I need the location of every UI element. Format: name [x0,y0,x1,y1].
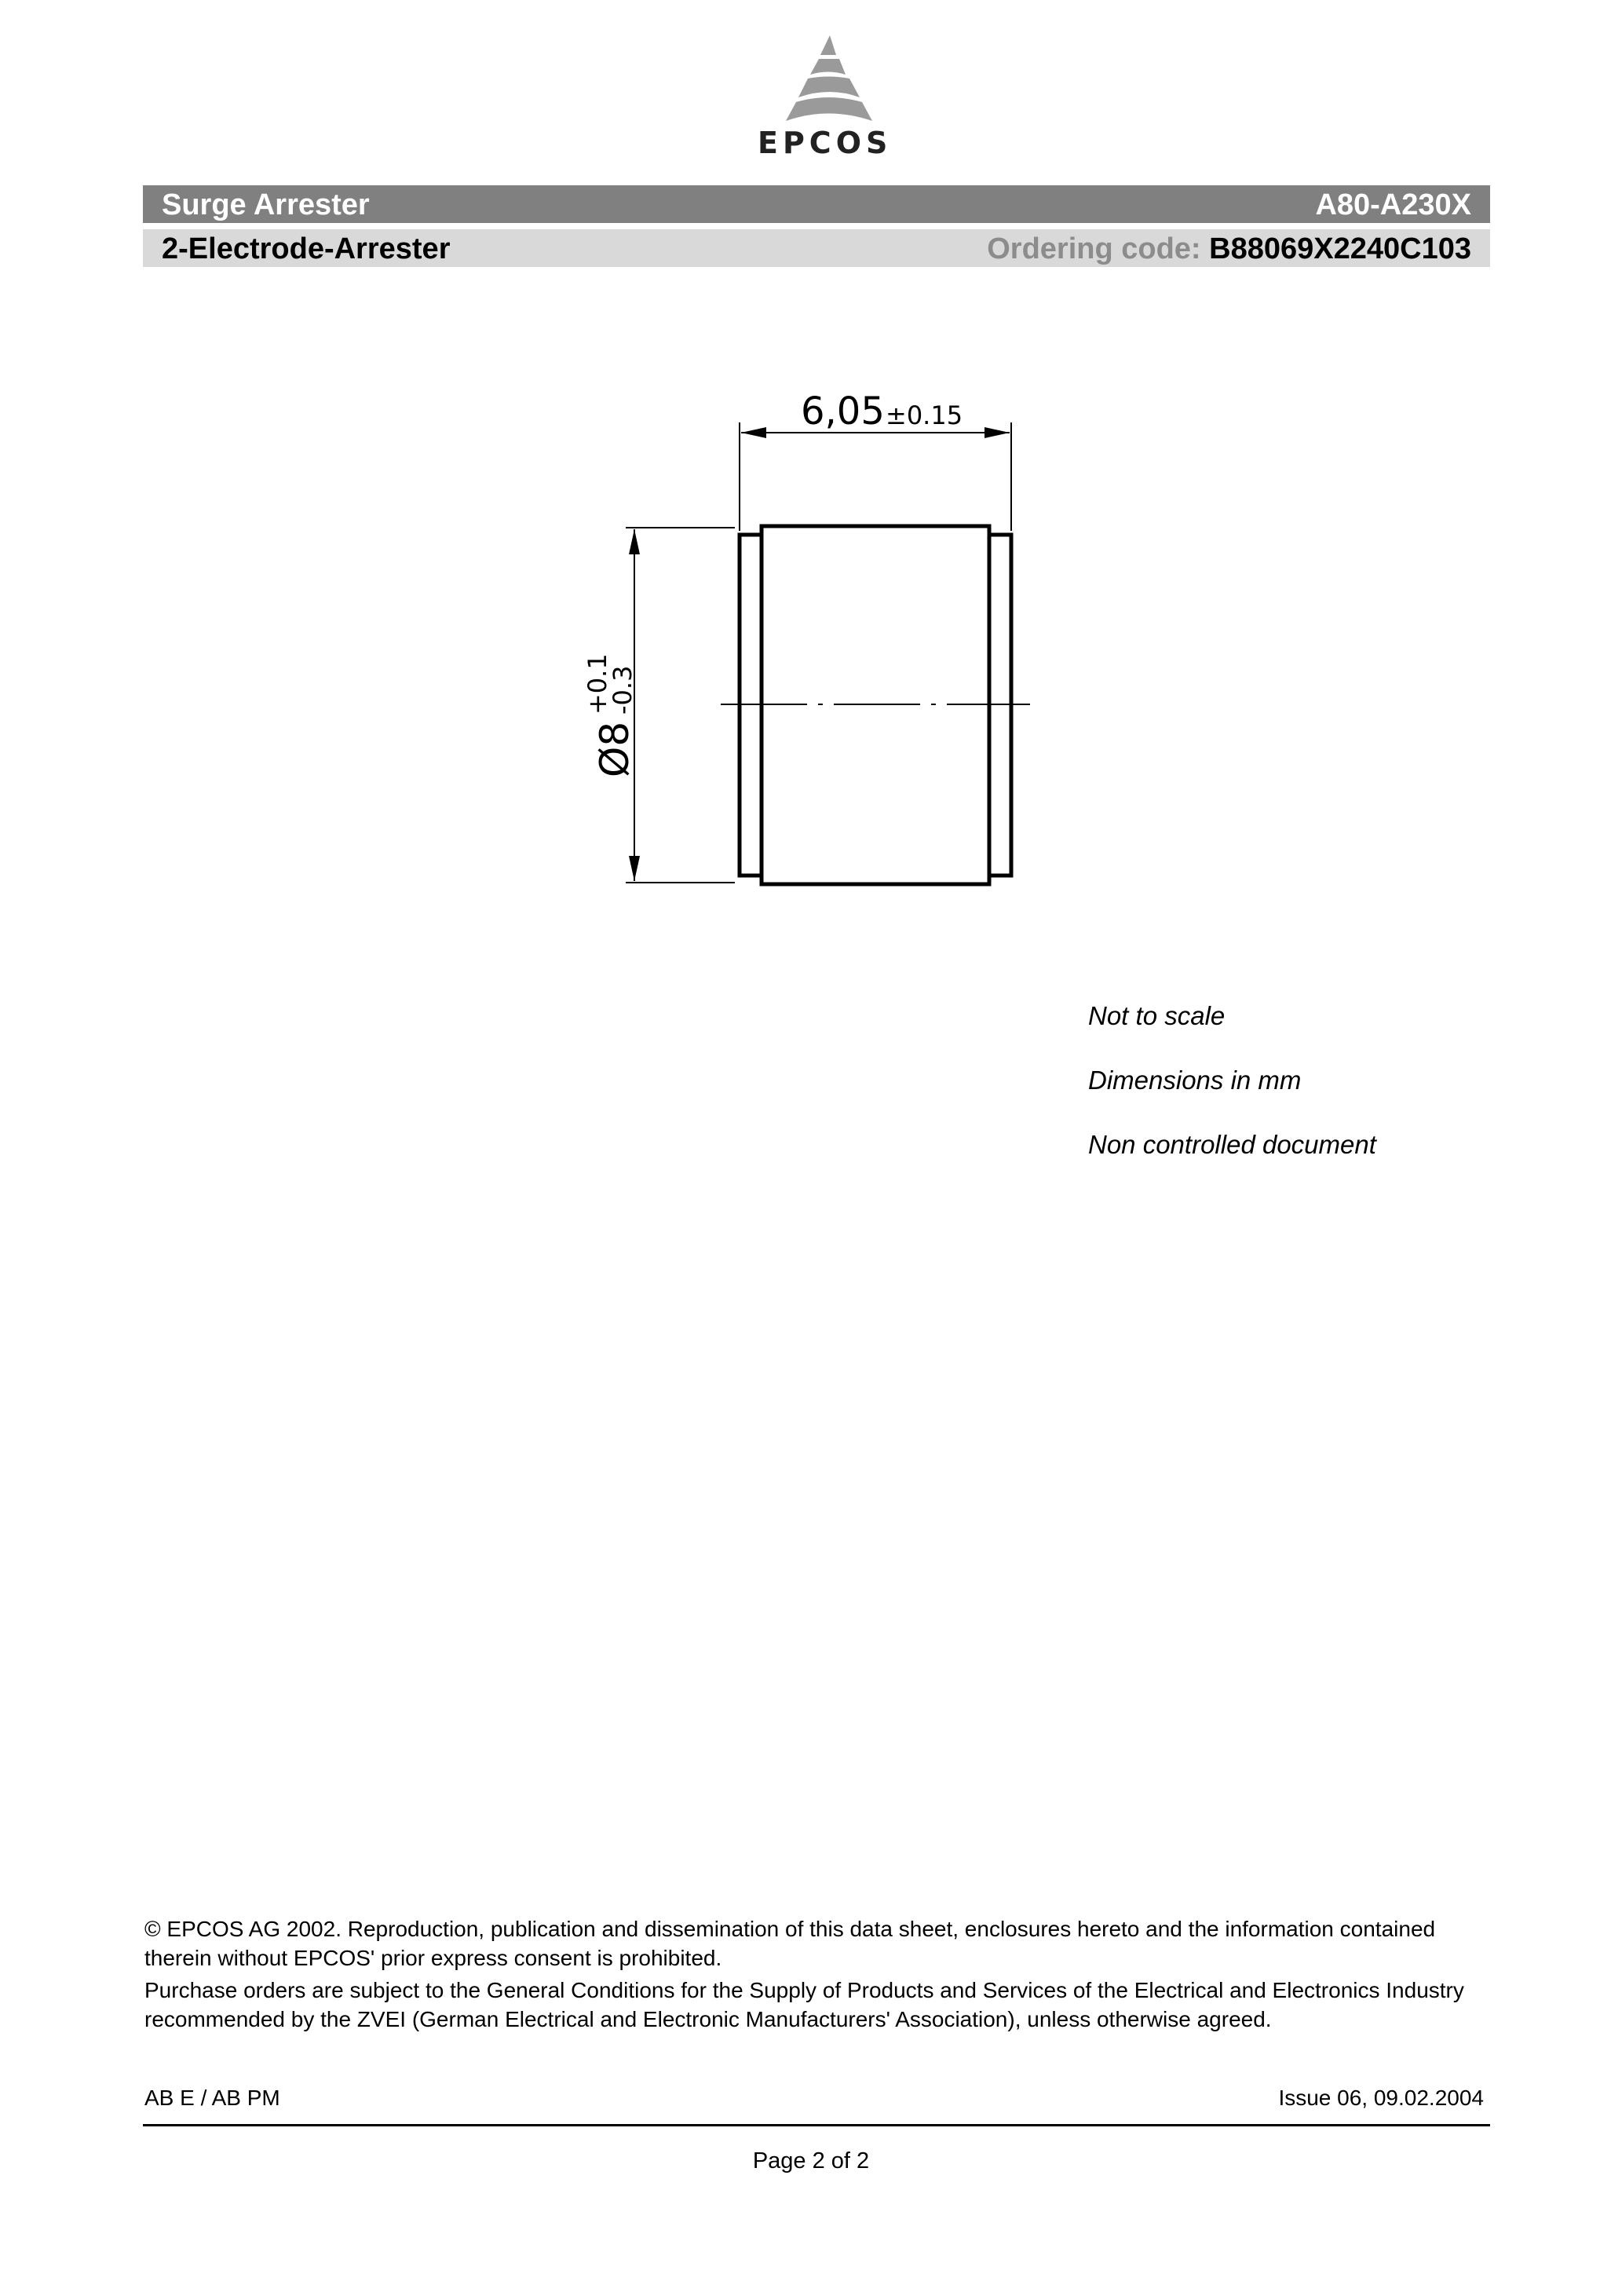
product-subtitle: 2-Electrode-Arrester [162,232,451,265]
page-number: Page 2 of 2 [752,2148,870,2174]
length-value: 6,05 [801,389,885,433]
copyright-notice: © EPCOS AG 2002. Reproduction, publication and dissemination of this data sheet, enclosures hereto and the information contained therein without EPCOS' prior express consent is prohibited. [144,1917,1436,1970]
diameter-tolerance-plus: +0.1 [583,653,612,715]
footer-department: AB E / AB PM [144,2086,280,2110]
arrow-left [741,427,766,438]
ordering-code-label: Ordering code: [987,232,1201,265]
product-title: Surge Arrester [162,188,370,221]
arrow-bottom [629,856,640,881]
note-units: Dimensions in mm [1088,1066,1302,1095]
arrow-right [985,427,1010,438]
ordering-code-value: B88069X2240C103 [1209,232,1471,265]
arrester-cap-right [989,535,1011,876]
header-title-bar [143,185,1490,223]
arrester-cap-left [740,535,762,876]
legal-text [144,1914,1495,2037]
part-number: A80-A230X [1315,188,1471,221]
arrester-body [762,526,989,884]
note-control: Non controlled document [1088,1130,1376,1159]
footer-divider [143,2124,1490,2126]
arrow-top [629,529,640,554]
epcos-pyramid-icon [773,31,875,126]
purchase-terms: Purchase orders are subject to the General Conditions for the Supply of Products and Services of the Electrical and Electronics Industry recommended by the ZVEI (German Electrical and Electronic Manufacturers' Association), unless otherwise agreed. [144,1978,1464,2031]
logo-text: EPCOS [758,126,893,160]
drawing-notes [1088,1001,1376,1194]
epcos-logo [758,31,893,160]
diameter-tolerance-minus: -0.3 [608,665,637,715]
length-tolerance: ±0.15 [886,400,963,430]
note-scale: Not to scale [1088,1001,1226,1030]
header-subtitle-bar [143,229,1490,267]
ordering-code [987,232,1471,266]
diameter-value: Ø8 [592,721,637,777]
footer-issue: Issue 06, 09.02.2004 [1278,2086,1484,2110]
